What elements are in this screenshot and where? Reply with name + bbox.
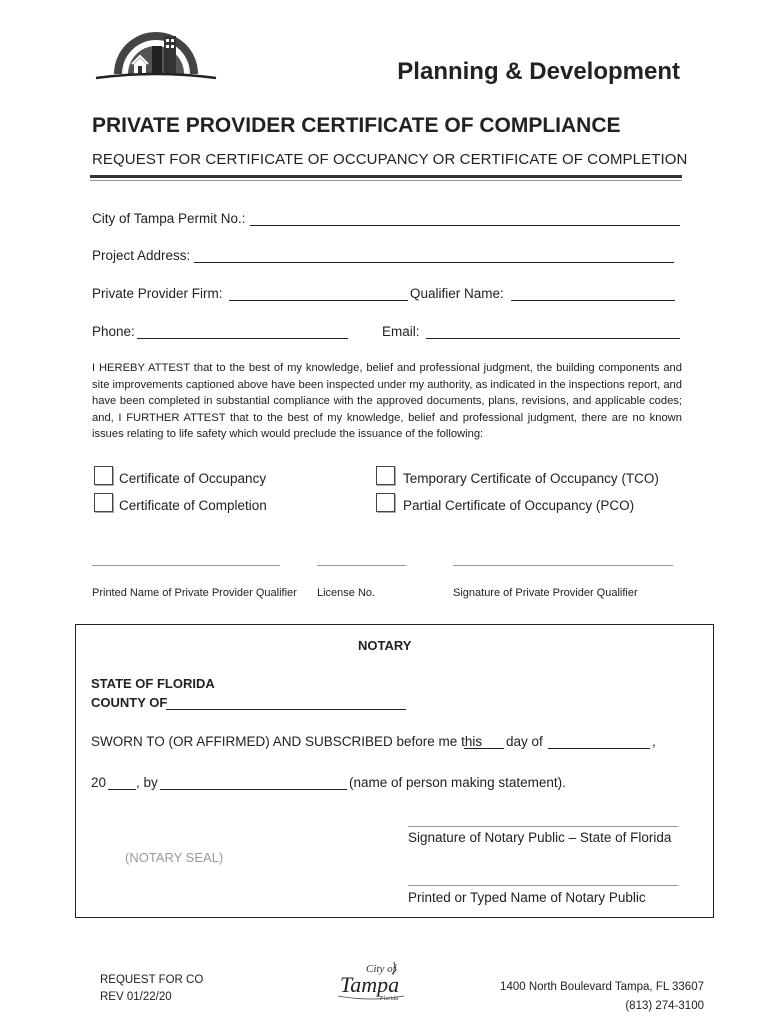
logo-city-of: City of (366, 963, 396, 975)
permit-no-field[interactable] (250, 211, 680, 226)
form-title: PRIVATE PROVIDER CERTIFICATE OF COMPLIANCE (92, 114, 621, 137)
county-field[interactable] (166, 695, 406, 710)
office-address: 1400 North Boulevard Tampa, FL 33607 (500, 981, 704, 993)
county-label: COUNTY OF (91, 695, 168, 710)
pco-checkbox[interactable] (376, 493, 395, 512)
notary-printed-name-line[interactable] (408, 885, 678, 886)
notary-section (75, 624, 714, 918)
name-note: (name of person making statement). (349, 775, 566, 790)
signature-caption: Signature of Private Provider Qualifier (453, 587, 638, 599)
form-subtitle: REQUEST FOR CERTIFICATE OF OCCUPANCY OR CERTIFICATE OF COMPLETION (92, 151, 688, 168)
logo-florida: Florida (380, 996, 399, 1002)
notary-printed-name-label: Printed or Typed Name of Notary Public (408, 890, 646, 905)
tco-label: Temporary Certificate of Occupancy (TCO) (403, 471, 659, 486)
person-name-field[interactable] (160, 775, 347, 790)
printed-name-caption: Printed Name of Private Provider Qualifier (92, 587, 297, 599)
sworn-statement: SWORN TO (OR AFFIRMED) AND SUBSCRIBED before me this (91, 734, 483, 749)
signature-line[interactable] (453, 565, 673, 566)
provider-firm-label: Private Provider Firm: (92, 286, 223, 301)
header-divider-thin (90, 180, 682, 181)
email-field[interactable] (426, 324, 680, 339)
completion-label: Certificate of Completion (119, 498, 267, 513)
logo-tampa: Tampa (340, 972, 400, 997)
permit-no-label: City of Tampa Permit No.: (92, 211, 246, 226)
pco-label: Partial Certificate of Occupancy (PCO) (403, 498, 635, 513)
header-divider (90, 175, 682, 178)
email-label: Email: (382, 324, 420, 339)
project-address-label: Project Address: (92, 248, 191, 263)
notary-heading: NOTARY (358, 638, 412, 653)
office-contact (440, 978, 704, 1016)
year-field[interactable] (108, 775, 136, 790)
planning-development-logo-icon (92, 28, 220, 86)
by-label: , by (136, 775, 158, 790)
project-address-field[interactable] (194, 248, 674, 263)
city-of-tampa-logo-icon (336, 958, 406, 1004)
qualifier-name-label: Qualifier Name: (410, 286, 504, 301)
day-of-label: day of (506, 734, 543, 749)
form-identifier (100, 972, 203, 1006)
license-line[interactable] (317, 565, 406, 566)
office-phone: (813) 274-3100 (625, 1000, 704, 1012)
attestation-paragraph: I HEREBY ATTEST that to the best of my knowledge, belief and professional judgment, the building components and site improvements captioned above have been inspected under my authority, as indicated in the inspections report, and have been completed in substantial compliance with the approved documents, plans, revisions, and applicable codes; and, I FURTHER ATTEST that to the best of my knowledge, belief and professional judgment, there are no known issues relating to life safety which would preclude the issuance of the following: (92, 362, 682, 440)
printed-name-line[interactable] (92, 565, 280, 566)
month-field[interactable] (548, 734, 650, 749)
comma-label: , (652, 734, 656, 749)
form-id: REQUEST FOR CO (100, 974, 204, 986)
notary-seal-placeholder: (NOTARY SEAL) (125, 850, 224, 865)
department-name: Planning & Development (397, 58, 680, 85)
completion-checkbox[interactable] (94, 493, 113, 512)
license-caption: License No. (317, 587, 376, 599)
tco-checkbox[interactable] (376, 466, 395, 485)
qualifier-name-field[interactable] (511, 286, 675, 301)
co-label: Certificate of Occupancy (119, 471, 267, 486)
notary-signature-label: Signature of Notary Public – State of Florida (408, 830, 672, 845)
year-prefix: 20 (91, 775, 107, 790)
phone-field[interactable] (137, 324, 348, 339)
co-checkbox[interactable] (94, 466, 113, 485)
state-label: STATE OF FLORIDA (91, 676, 215, 691)
phone-label: Phone: (92, 324, 135, 339)
notary-signature-line[interactable] (408, 826, 678, 827)
form-revision: REV 01/22/20 (100, 991, 172, 1003)
provider-firm-field[interactable] (229, 286, 408, 301)
day-field[interactable] (464, 734, 504, 749)
